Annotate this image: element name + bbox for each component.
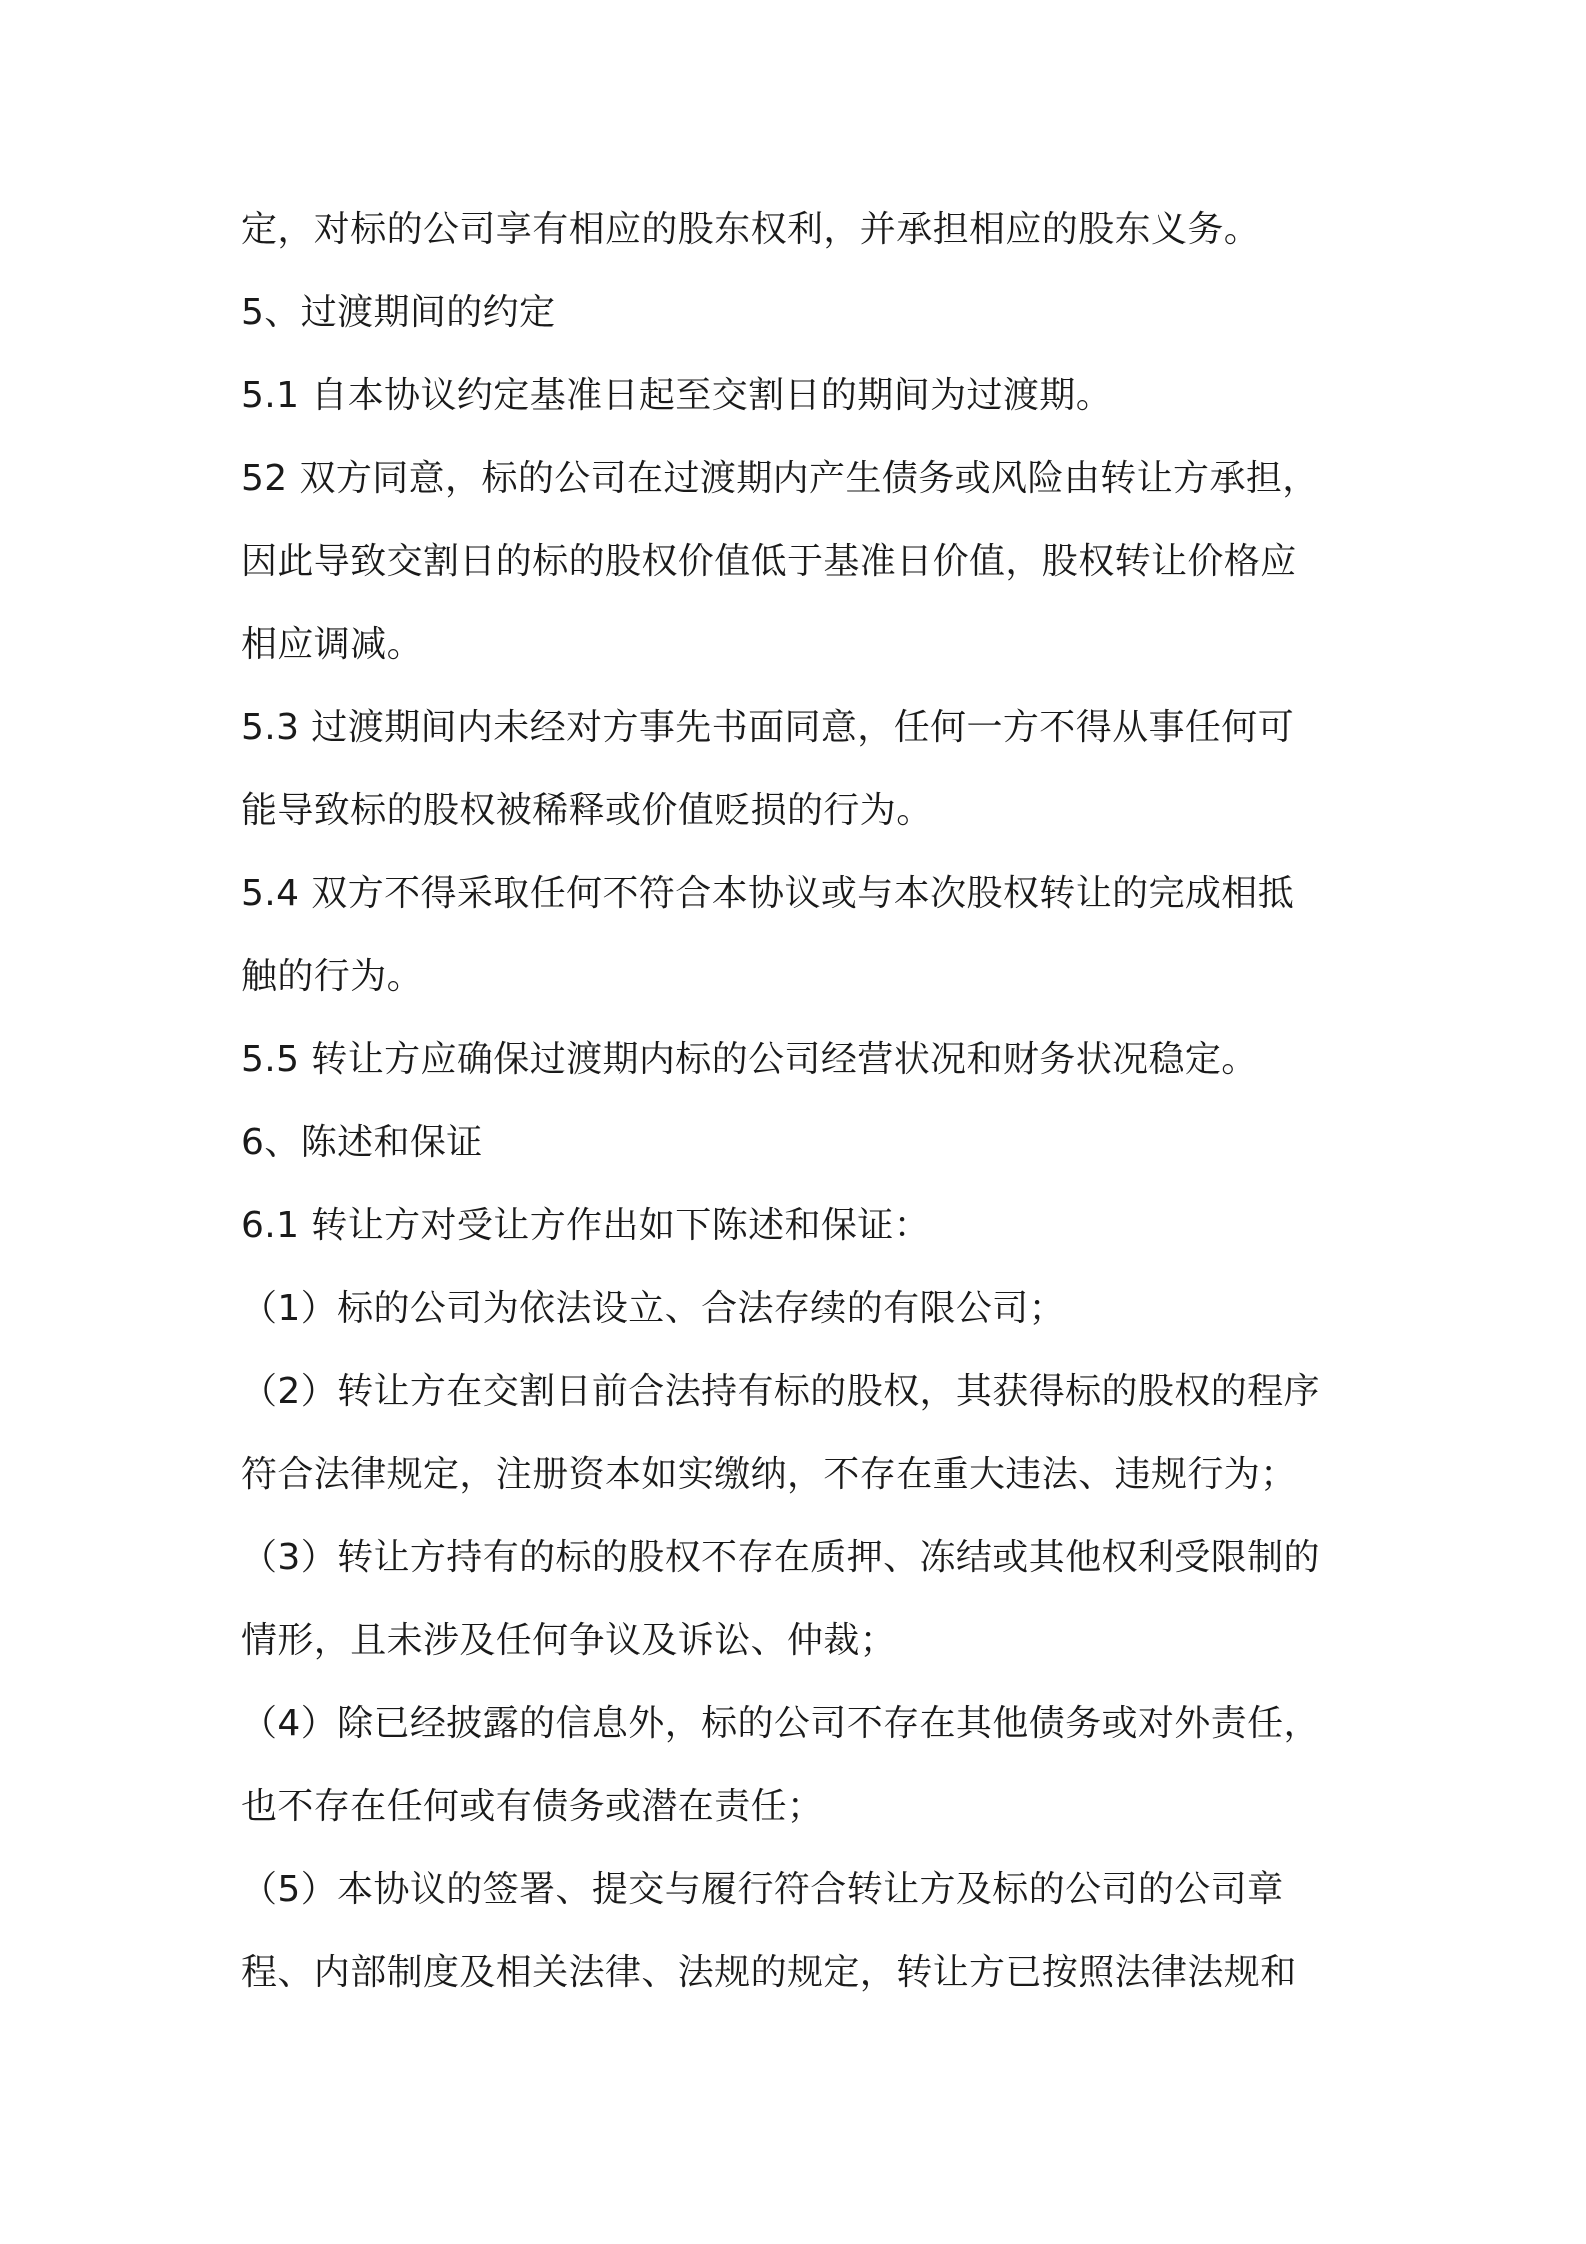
- list-item-line: （2）转让方在交割日前合法持有标的股权，其获得标的股权的程序: [241, 1371, 1320, 1412]
- list-item-line: （1）标的公司为依法设立、合法存续的有限公司；: [241, 1288, 1066, 1329]
- text-line: 触的行为。: [241, 956, 424, 997]
- text-line: 情形，且未涉及任何争议及诉讼、仲裁；: [241, 1620, 897, 1661]
- text-line: 能导致标的股权被稀释或价值贬损的行为。: [241, 790, 933, 831]
- text-line: 也不存在任何或有债务或潜在责任；: [241, 1786, 824, 1827]
- text-line: 程、内部制度及相关法律、法规的规定，转让方已按照法律法规和: [241, 1952, 1297, 1993]
- section-heading: 5、过渡期间的约定: [241, 292, 556, 333]
- clause-line: 5.3 过渡期间内未经对方事先书面同意，任何一方不得从事任何可: [241, 707, 1295, 748]
- clause-line: 52 双方同意，标的公司在过渡期内产生债务或风险由转让方承担，: [241, 458, 1319, 499]
- text-line: 符合法律规定，注册资本如实缴纳，不存在重大违法、违规行为；: [241, 1454, 1297, 1495]
- list-item-line: （4）除已经披露的信息外，标的公司不存在其他债务或对外责任，: [241, 1703, 1320, 1744]
- text-line: 相应调减。: [241, 624, 424, 665]
- clause-line: 5.4 双方不得采取任何不符合本协议或与本次股权转让的完成相抵: [241, 873, 1295, 914]
- list-item-line: （3）转让方持有的标的股权不存在质押、冻结或其他权利受限制的: [241, 1537, 1320, 1578]
- clause-line: 6.1 转让方对受让方作出如下陈述和保证：: [241, 1205, 931, 1246]
- text-line: 因此导致交割日的标的股权价值低于基准日价值，股权转让价格应: [241, 541, 1297, 582]
- section-heading: 6、陈述和保证: [241, 1122, 483, 1163]
- clause-line: 5.5 转让方应确保过渡期内标的公司经营状况和财务状况稳定。: [241, 1039, 1258, 1080]
- list-item-line: （5）本协议的签署、提交与履行符合转让方及标的公司的公司章: [241, 1869, 1284, 1910]
- clause-line: 5.1 自本协议约定基准日起至交割日的期间为过渡期。: [241, 375, 1113, 416]
- text-line: 定，对标的公司享有相应的股东权利，并承担相应的股东义务。: [241, 209, 1261, 250]
